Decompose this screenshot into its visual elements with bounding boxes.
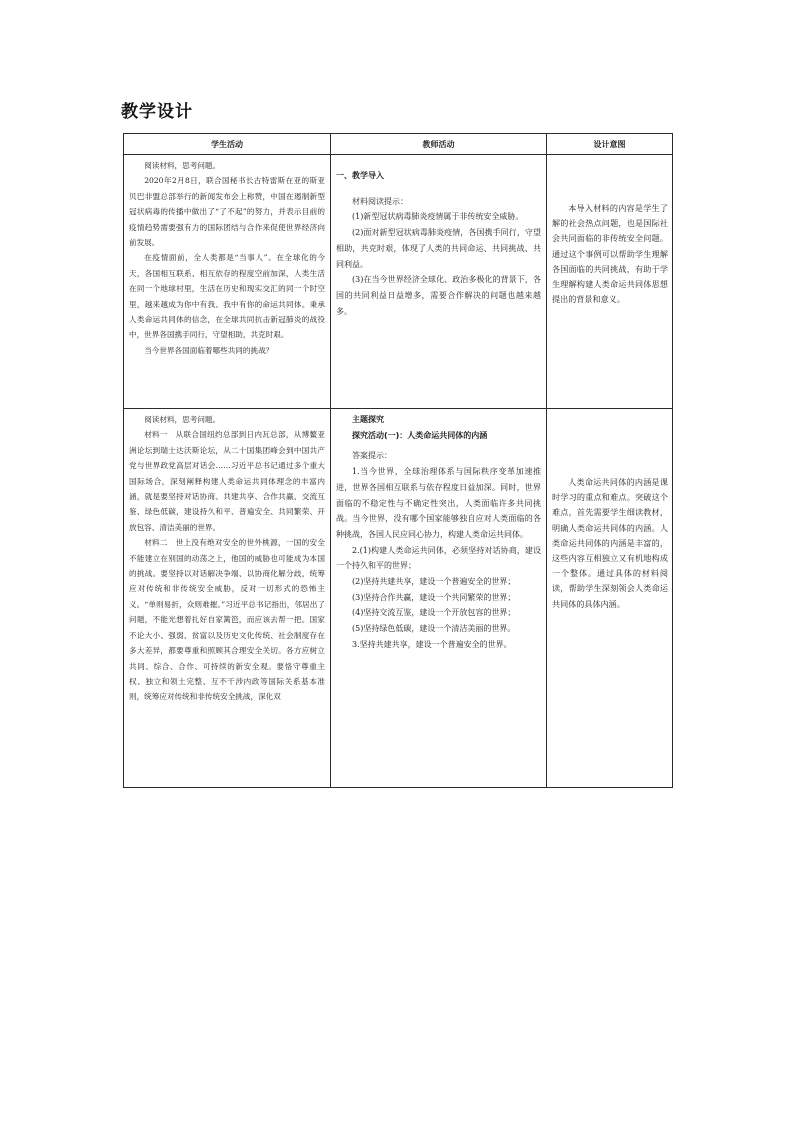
header-student-activity: 学生活动	[124, 134, 331, 155]
design-intent-cell	[547, 155, 673, 409]
teacher-paragraph: (5)坚持绿色低碳，建设一个清洁美丽的世界。	[352, 624, 516, 634]
table-row	[124, 409, 673, 788]
teacher-paragraph: 2.(1)构建人类命运共同体，必须坚持对话协商，建设一个持久和平的世界；	[336, 545, 541, 571]
section-heading: 主题探究	[352, 415, 384, 424]
teacher-paragraph: (3)在当今世界经济全球化、政治多极化的背景下，各国的共同利益日益增多，需要合作解决的问题也越来越多。	[336, 275, 541, 316]
student-paragraph: 材料二 世上没有绝对安全的世外桃源，一国的安全不能建立在别国的动荡之上，他国的威胁也可能成为本国的挑战。要坚持以对话解决争端、以协商化解分歧，统筹应对传统和非传统安全威胁，反对一切形式的恐怖主义。“单则易折，众则难摧。”习近平总书记指出，邻居出了问题，不能光想着扎好自家篱笆，而应该去帮一把。国家不论大小、强弱、贫富以及历史文化传统、社会制度存在多大差异，都要尊重和照顾其合理安全关切。各方应树立共同、综合、合作、可持续的新安全观。要恪守尊重主权、独立和领土完整、互不干涉内政等国际关系基本准则，统筹应对传统和非传统安全挑战，深化双	[129, 538, 325, 702]
design-intent-cell	[547, 409, 673, 788]
header-design-intent: 设计意图	[547, 134, 673, 155]
teacher-paragraph: (3)坚持合作共赢，建设一个共同繁荣的世界；	[352, 592, 516, 602]
student-activity-cell	[124, 155, 331, 409]
page-title: 教学设计	[121, 102, 193, 122]
design-intent-text: 人类命运共同体的内涵是课时学习的重点和难点。突破这个难点，首先需要学生细读教材，明确人类命运共同体的内涵。人类命运共同体的内涵是丰富的，这些内容互相独立又有机地构成一个整体。通过具体的材料阅读，帮助学生深刻领会人类命运共同体的具体内涵。	[552, 477, 668, 609]
student-paragraph: 材料一 从联合国纽约总部到日内瓦总部，从博鳌亚洲论坛到瑞士达沃斯论坛，从二十国集团峰会到中国共产党与世界政党高层对话会……习近平总书记通过多个重大国际场合，深刻阐释构建人类命运共同体理念的丰富内涵，就是要坚持对话协商、共建共享、合作共赢、交流互鉴、绿色低碳，建设持久和平、普遍安全、共同繁荣、开放包容、清洁美丽的世界。	[129, 430, 325, 532]
student-paragraph: 当今世界各国面临着哪些共同的挑战？	[144, 345, 274, 355]
teacher-activity-cell	[331, 155, 547, 409]
teacher-paragraph: (1)新型冠状病毒肺炎疫情属于非传统安全威胁。	[352, 212, 524, 222]
teacher-paragraph: (2)坚持共建共享，建设一个普遍安全的世界；	[352, 577, 516, 587]
teacher-paragraph: 材料阅读提示：	[352, 196, 408, 206]
teacher-activity-cell	[331, 409, 547, 788]
table-header-row	[124, 134, 673, 155]
table-row	[124, 155, 673, 409]
student-activity-cell	[124, 409, 331, 788]
student-paragraph: 2020年2月8日，联合国秘书长古特雷斯在亚的斯亚贝巴非盟总部举行的新闻发布会上称赞，中国在遏制新型冠状病毒的传播中做出了“了不起”的努力，并表示目前的疫情趋势需要强有力的国际团结与合作来促使世界经济向前发展。	[129, 176, 325, 248]
teacher-paragraph: (4)坚持交流互鉴，建设一个开放包容的世界；	[352, 608, 516, 618]
teacher-paragraph: 1.当今世界，全球治理体系与国际秩序变革加速推进，世界各国相互联系与依存程度日益加深。同时，世界面临的不稳定性与不确定性突出，人类面临许多共同挑战。当今世界，没有哪个国家能够独自应对人类面临的各种挑战，各国人民应同心协力，构建人类命运共同体。	[336, 467, 541, 539]
header-teacher-activity: 教师活动	[331, 134, 547, 155]
student-paragraph: 阅读材料，思考问题。	[144, 161, 221, 170]
section-heading: 一、教学导入	[336, 171, 384, 180]
teacher-paragraph: 3.坚持共建共享，建设一个普遍安全的世界。	[352, 639, 512, 649]
lesson-plan-table	[123, 133, 673, 788]
design-intent-text: 本导入材料的内容是学生了解的社会热点问题，也是国际社会共同面临的非传统安全问题。通过这个事例可以帮助学生理解各国面临的共同挑战，有助于学生理解构建人类命运共同体思想提出的背景和意义。	[552, 203, 668, 305]
activity-title: 探究活动(一)：人类命运共同体的内涵	[352, 430, 488, 440]
teacher-paragraph: 答案提示：	[352, 451, 392, 461]
student-paragraph: 在疫情面前，全人类都是“当事人”。在全球化的今天，各国相互联系、相互依存的程度空前加深，人类生活在同一个地球村里，生活在历史和现实交汇的同一个时空里，越来越成为你中有我、我中有你的命运共同体。秉承人类命运共同体的信念，在全球共同抗击新冠肺炎的战役中，世界各国携手同行，守望相助，共克时艰。	[129, 253, 325, 340]
teacher-paragraph: (2)面对新型冠状病毒肺炎疫情，各国携手同行，守望相助，共克时艰，体现了人类的共同命运、共同挑战、共同利益。	[336, 228, 541, 269]
student-paragraph: 阅读材料，思考问题。	[144, 415, 221, 424]
